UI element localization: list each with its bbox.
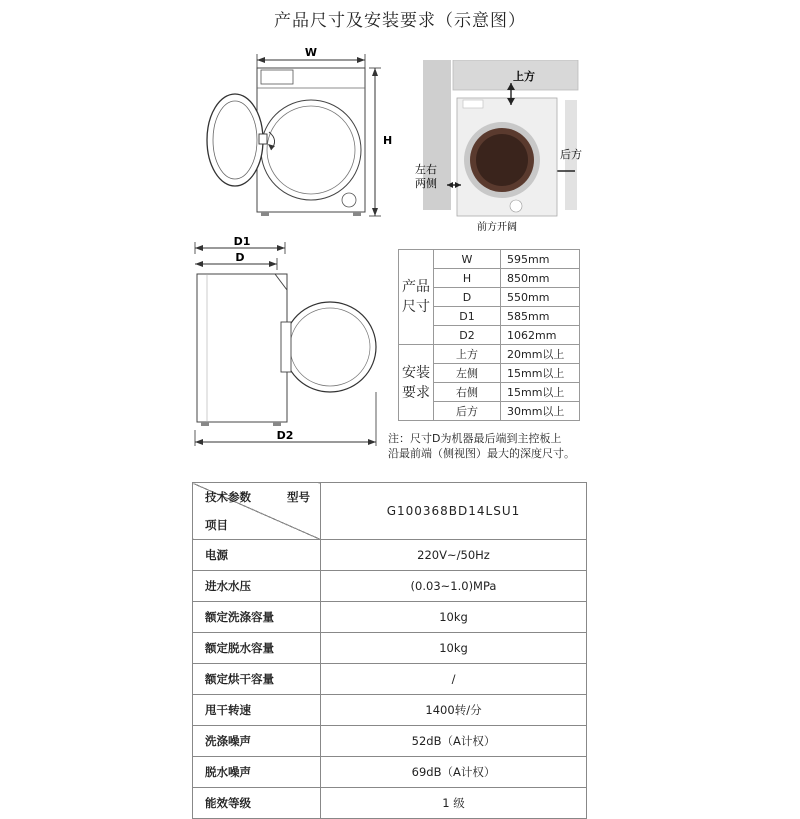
header-model: 型号	[287, 490, 310, 504]
side-d2-label: D2	[276, 429, 294, 442]
install-requirements-group-label: 安装要求	[399, 345, 434, 421]
spec-key: 能效等级	[193, 788, 321, 819]
install-door-label: 前方开阔	[477, 222, 517, 233]
install-value: 15mm以上	[501, 364, 580, 383]
spec-value: 220V~/50Hz	[321, 540, 587, 571]
front-height-label: H	[383, 134, 393, 147]
spec-key: 额定烘干容量	[193, 664, 321, 695]
spec-key: 脱水噪声	[193, 757, 321, 788]
dim-label: W	[434, 250, 501, 269]
note-line-1: 注：尺寸D为机器最后端到主控板上	[388, 432, 562, 445]
spec-key: 电源	[193, 540, 321, 571]
table-row	[193, 695, 587, 726]
note-line-2: 沿最前端（侧视图）最大的深度尺寸。	[388, 447, 575, 460]
table-row	[193, 633, 587, 664]
table-row	[193, 788, 587, 819]
front-width-label: W	[304, 46, 318, 59]
install-label: 左侧	[434, 364, 501, 383]
dim-value: 850mm	[501, 269, 580, 288]
spec-value: 1 级	[321, 788, 587, 819]
front-view-diagram	[195, 40, 400, 230]
model-number: G100368BD14LSU1	[321, 483, 587, 540]
dimensions-table	[398, 249, 580, 421]
dim-label: H	[434, 269, 501, 288]
page-title: 产品尺寸及安装要求（示意图）	[274, 11, 526, 31]
dim-value: 550mm	[501, 288, 580, 307]
spec-key: 洗涤噪声	[193, 726, 321, 757]
install-value: 20mm以上	[501, 345, 580, 364]
side-d-label: D	[235, 251, 245, 264]
install-value: 15mm以上	[501, 383, 580, 402]
install-top-label: 上方	[513, 70, 535, 83]
spec-value: 69dB（A计权）	[321, 757, 587, 788]
spec-value: 10kg	[321, 633, 587, 664]
install-sides-label-line1: 左右	[415, 163, 437, 176]
depth-note	[388, 431, 598, 461]
spec-header-corner	[193, 483, 321, 540]
dim-label: D1	[434, 307, 501, 326]
table-row	[193, 571, 587, 602]
install-value: 30mm以上	[501, 402, 580, 421]
table-row	[193, 726, 587, 757]
table-row	[193, 664, 587, 695]
installation-diagram	[415, 60, 590, 240]
side-d1-label: D1	[233, 235, 251, 248]
side-view-diagram	[185, 232, 390, 447]
spec-key: 额定脱水容量	[193, 633, 321, 664]
spec-value: /	[321, 664, 587, 695]
spec-value: 1400转/分	[321, 695, 587, 726]
dim-value: 585mm	[501, 307, 580, 326]
product-size-group-label: 产品尺寸	[399, 250, 434, 345]
spec-key: 甩干转速	[193, 695, 321, 726]
install-label: 右侧	[434, 383, 501, 402]
spec-value: (0.03~1.0)MPa	[321, 571, 587, 602]
header-item: 项目	[205, 518, 228, 532]
table-row	[193, 540, 587, 571]
table-row	[193, 602, 587, 633]
spec-key: 进水水压	[193, 571, 321, 602]
install-label: 上方	[434, 345, 501, 364]
table-row	[193, 757, 587, 788]
spec-table	[192, 482, 587, 819]
spec-value: 10kg	[321, 602, 587, 633]
header-params: 技术参数	[205, 490, 251, 504]
dim-label: D2	[434, 326, 501, 345]
dim-value: 1062mm	[501, 326, 580, 345]
dim-value: 595mm	[501, 250, 580, 269]
install-sides-label-line2: 两侧	[415, 177, 437, 190]
dim-label: D	[434, 288, 501, 307]
install-label: 后方	[434, 402, 501, 421]
spec-value: 52dB（A计权）	[321, 726, 587, 757]
install-back-label: 后方	[560, 148, 582, 161]
spec-key: 额定洗涤容量	[193, 602, 321, 633]
